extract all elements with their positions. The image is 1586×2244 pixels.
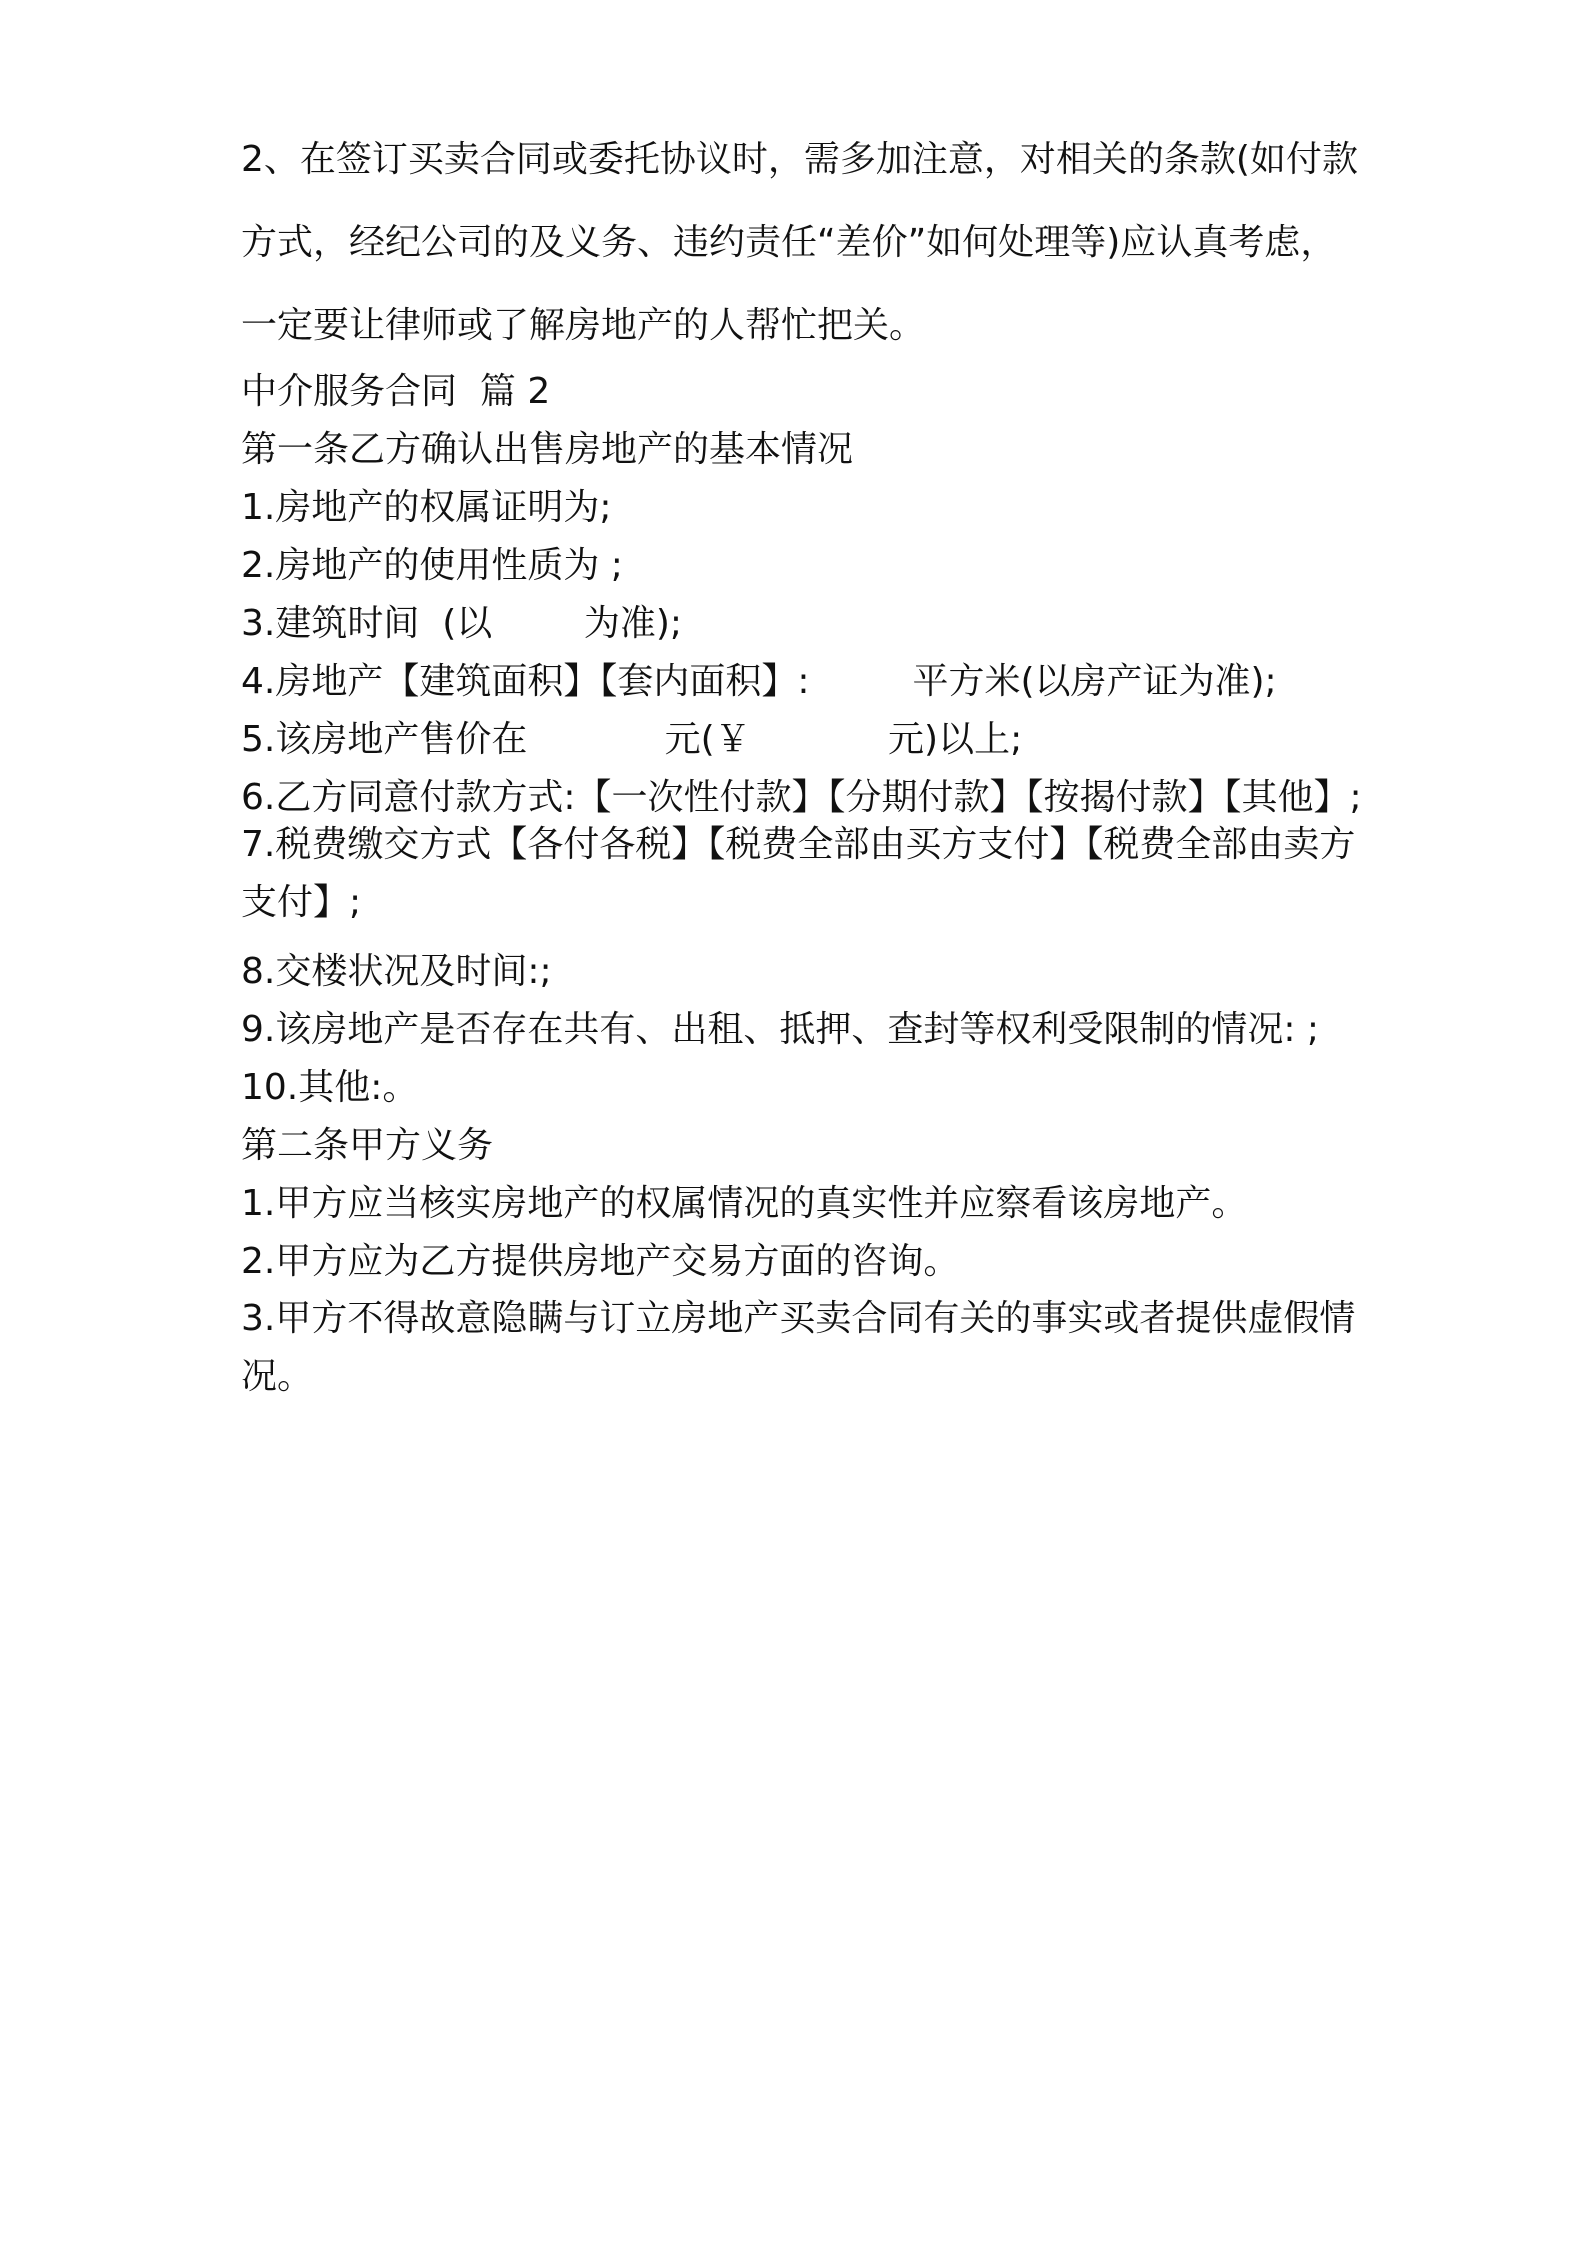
article2-heading: 第二条甲方义务 — [241, 1125, 494, 1166]
article1-item-1: 1.房地产的权属证明为; — [241, 487, 612, 528]
section-title: 中介服务合同 篇 2 — [241, 371, 551, 412]
article2-item-2: 2.甲方应为乙方提供房地产交易方面的咨询。 — [241, 1241, 960, 1282]
article2-item-3: 3.甲方不得故意隐瞒与订立房地产买卖合同有关的事实或者提供虚假情况。 — [241, 1298, 1356, 1397]
article1-heading: 第一条乙方确认出售房地产的基本情况 — [241, 429, 854, 470]
article1-item-2: 2.房地产的使用性质为 ; — [241, 545, 623, 586]
article1-item-8: 8.交楼状况及时间:; — [241, 951, 552, 992]
article1-item-3: 3.建筑时间 (以 为准); — [241, 603, 683, 644]
article1-item-9: 9.该房地产是否存在共有、出租、抵押、查封等权利受限制的情况: ; — [241, 1009, 1320, 1050]
intro-paragraph: 2、在签订买卖合同或委托协议时，需多加注意，对相关的条款(如付款方式，经纪公司的及义务、违约责任“差价”如何处理等)应认真考虑，一定要让律师或了解房地产的人帮忙把关。 — [241, 139, 1358, 346]
article1-item-7: 7.税费缴交方式【各付各税】【税费全部由买方支付】【税费全部由卖方支付】; — [241, 824, 1356, 923]
article1-item-4: 4.房地产【建筑面积】【套内面积】: 平方米(以房产证为准); — [241, 661, 1277, 702]
article1-item-10: 10.其他:。 — [241, 1067, 419, 1108]
article1-item-6: 6.乙方同意付款方式:【一次性付款】【分期付款】【按揭付款】【其他】; — [241, 777, 1362, 818]
article2-item-1: 1.甲方应当核实房地产的权属情况的真实性并应察看该房地产。 — [241, 1183, 1248, 1224]
article1-item-5: 5.该房地产售价在 元(￥ 元)以上; — [241, 719, 1023, 760]
